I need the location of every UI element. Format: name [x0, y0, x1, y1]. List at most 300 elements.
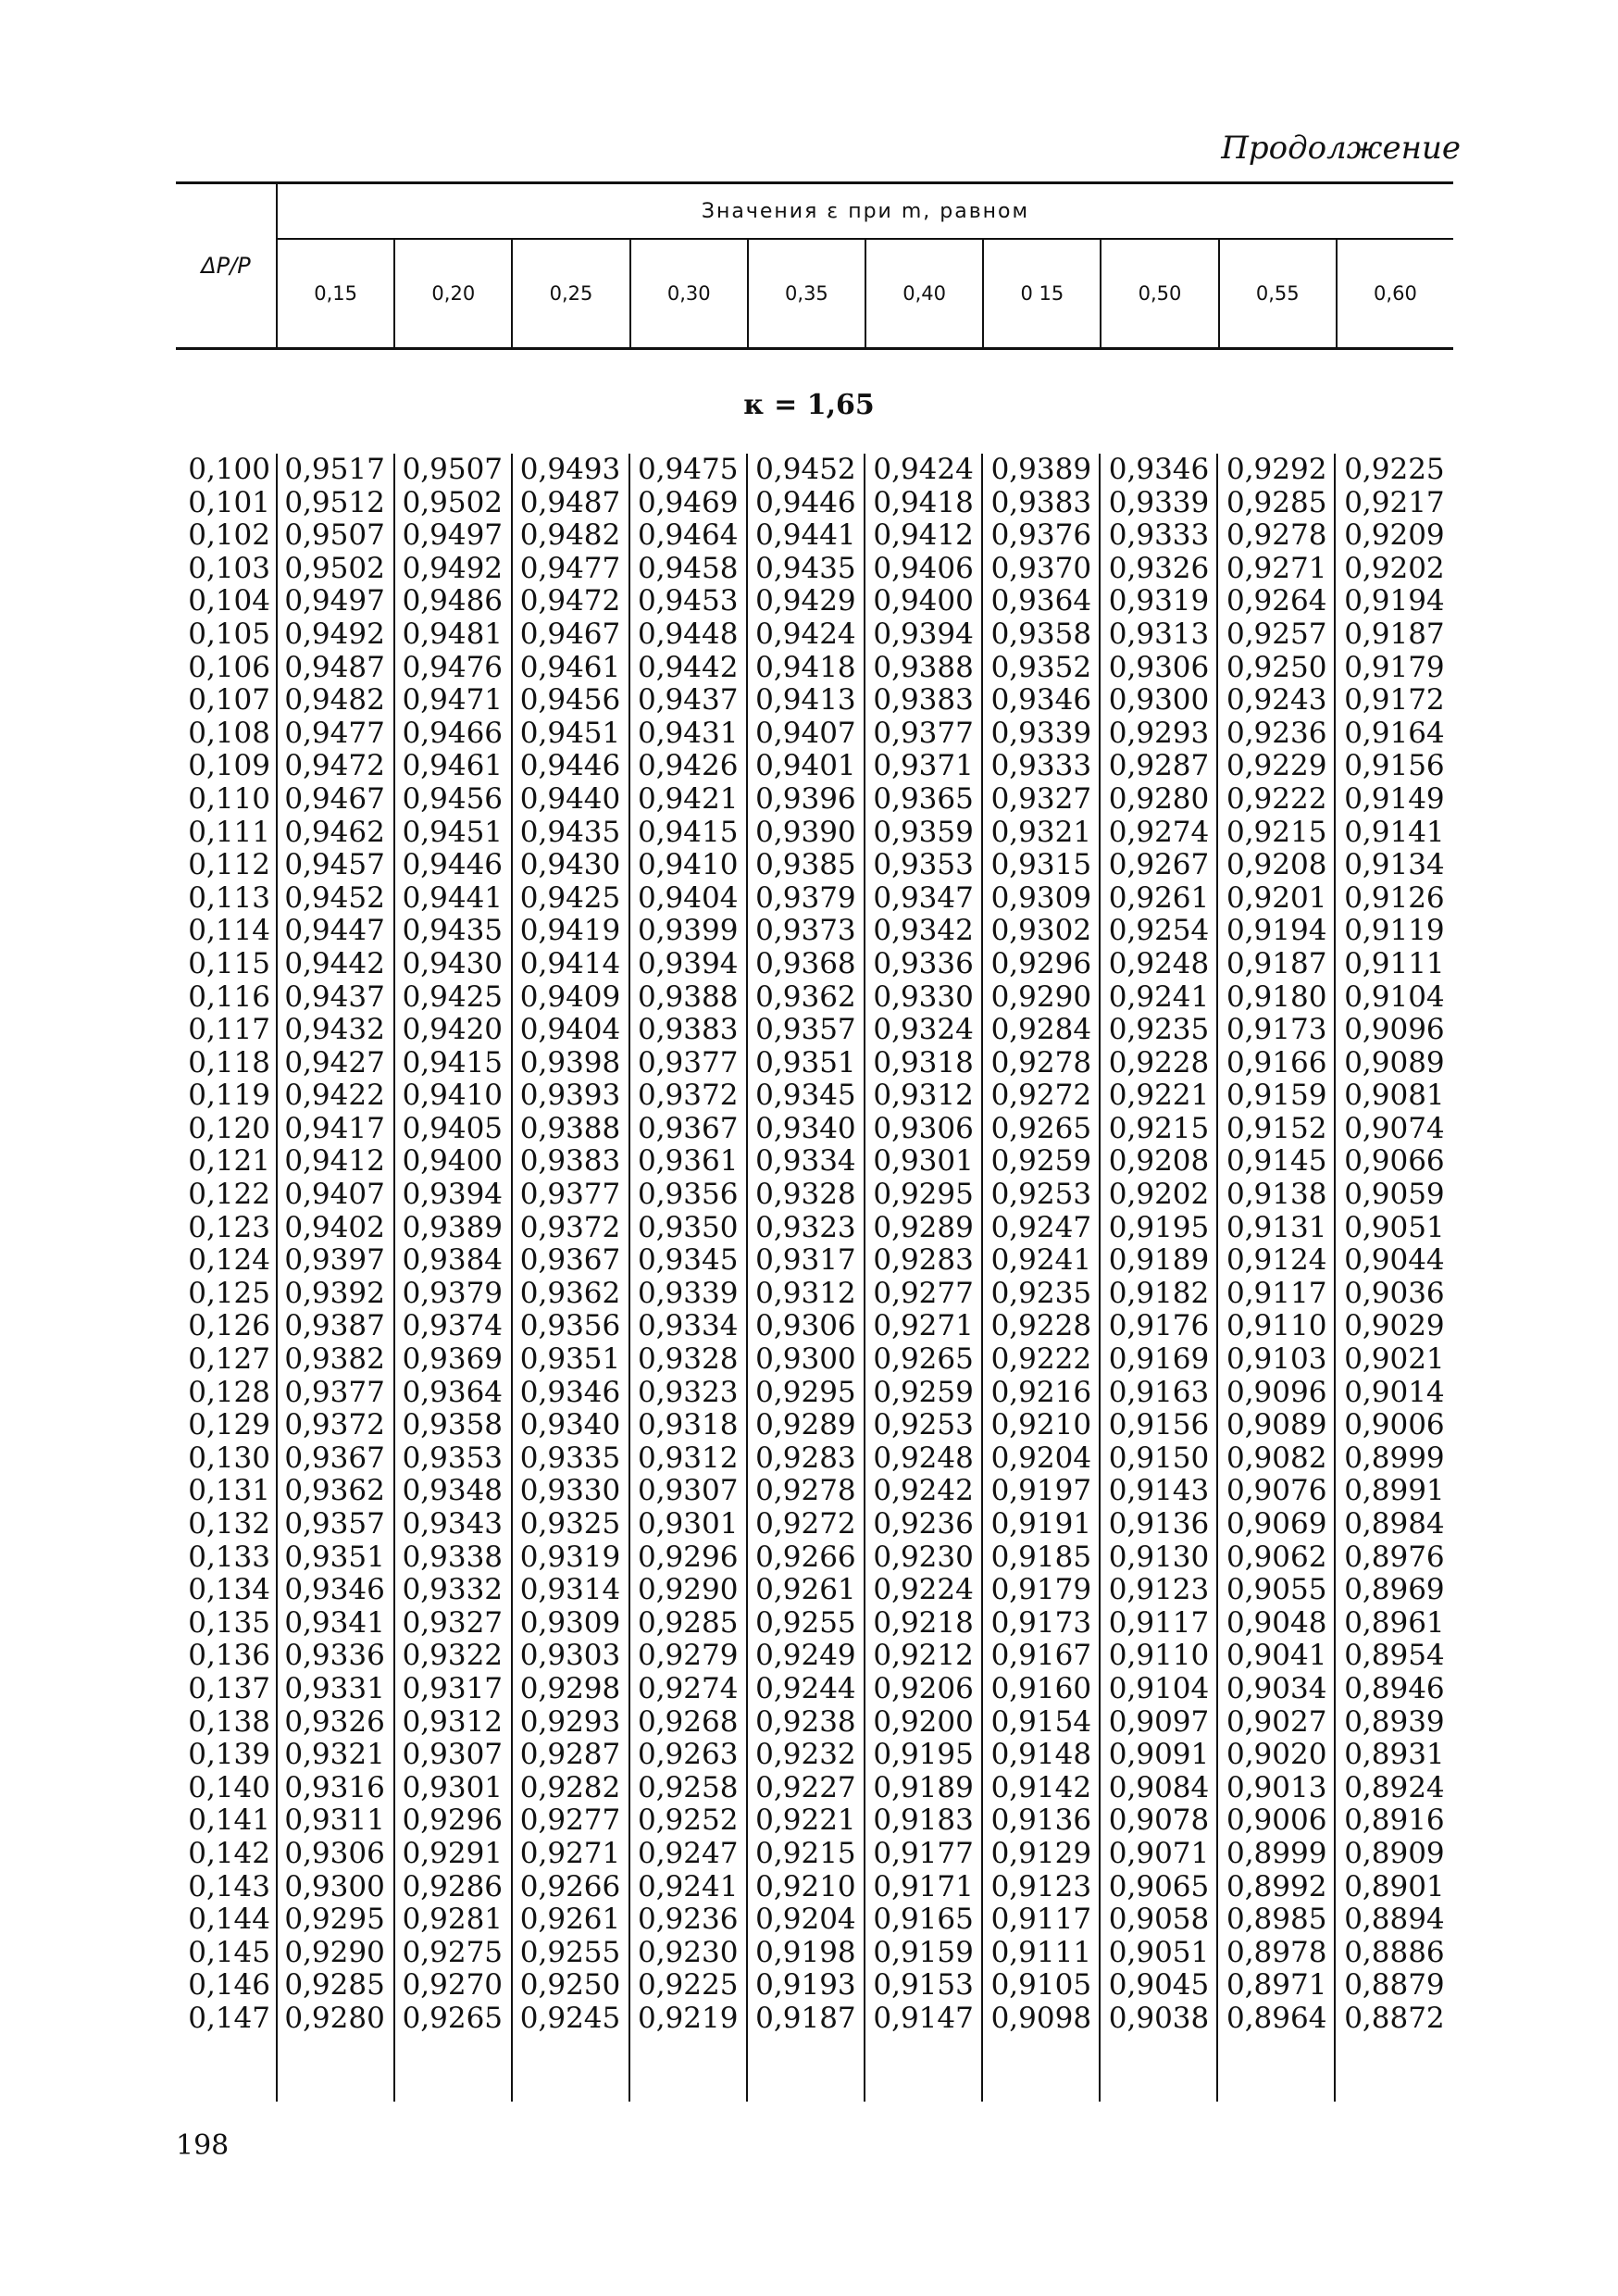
table-cell: 0,9362: [519, 1276, 621, 1310]
table-cell: 0,9280: [1108, 781, 1210, 816]
table-cell: 0,9326: [284, 1704, 385, 1739]
row-key: 0,144: [188, 1903, 270, 1937]
table-cell: 0,9469: [637, 485, 739, 519]
row-key: 0,130: [188, 1441, 270, 1475]
table-cell: 0,9462: [284, 815, 385, 849]
table-cell: 0,9448: [637, 617, 739, 651]
table-cell: 0,9279: [637, 1639, 739, 1673]
table-cell: 0,9333: [1108, 518, 1210, 553]
table-cell: 0,9078: [1108, 1803, 1210, 1838]
table-row: [176, 1145, 1453, 1179]
table-cell: 0,9331: [284, 1671, 385, 1705]
table-cell: 0,9166: [1226, 1045, 1327, 1079]
table-cell: 0,9136: [1108, 1507, 1210, 1541]
table-cell: 0,9456: [519, 683, 621, 718]
table-cell: 0,9328: [637, 1342, 739, 1377]
table-cell: 0,9131: [1226, 1210, 1327, 1244]
table-cell: 0,9191: [990, 1507, 1092, 1541]
table-cell: 0,9364: [402, 1375, 504, 1409]
table-cell: 0,9314: [519, 1573, 621, 1607]
row-key: 0,145: [188, 1935, 270, 1969]
table-cell: 0,9150: [1108, 1441, 1210, 1475]
table-cell: 0,8976: [1344, 1540, 1445, 1574]
table-cell: 0,9274: [1108, 815, 1210, 849]
table-row: [176, 1871, 1453, 1904]
table-cell: 0,9277: [519, 1803, 621, 1838]
row-key: 0,127: [188, 1342, 270, 1377]
table-cell: 0,9497: [284, 584, 385, 618]
table-cell: 0,8999: [1226, 1836, 1327, 1870]
table-cell: 0,9362: [755, 980, 856, 1014]
table-cell: 0,9447: [284, 914, 385, 948]
row-key: 0,101: [188, 485, 270, 519]
table-cell: 0,9265: [990, 1111, 1092, 1145]
page-number: 198: [176, 2129, 230, 2162]
table-cell: 0,9348: [402, 1474, 504, 1508]
table-cell: 0,9048: [1226, 1605, 1327, 1640]
table-cell: 0,9134: [1344, 848, 1445, 882]
table-cell: 0,9295: [284, 1903, 385, 1937]
table-cell: 0,9163: [1108, 1375, 1210, 1409]
table-cell: 0,9457: [284, 848, 385, 882]
table-cell: 0,9013: [1226, 1770, 1327, 1804]
table-cell: 0,9394: [402, 1178, 504, 1212]
column-header: 0,35: [747, 240, 865, 347]
table-cell: 0,8872: [1344, 2001, 1445, 2035]
table-cell: 0,9325: [519, 1507, 621, 1541]
table-cell: 0,9339: [637, 1276, 739, 1310]
table-cell: 0,9210: [755, 1869, 856, 1903]
data-table: [176, 454, 1453, 2036]
table-cell: 0,9250: [519, 1968, 621, 2003]
table-cell: 0,9451: [519, 716, 621, 750]
table-cell: 0,9358: [402, 1408, 504, 1442]
table-cell: 0,9397: [284, 1243, 385, 1278]
table-cell: 0,9278: [990, 1045, 1092, 1079]
row-key: 0,126: [188, 1309, 270, 1343]
table-cell: 0,9387: [284, 1309, 385, 1343]
table-cell: 0,9497: [402, 518, 504, 553]
table-cell: 0,9429: [755, 584, 856, 618]
table-cell: 0,9274: [637, 1671, 739, 1705]
table-cell: 0,9248: [873, 1441, 974, 1475]
table-cell: 0,9365: [873, 781, 974, 816]
table-cell: 0,9221: [755, 1803, 856, 1838]
table-cell: 0,9336: [284, 1639, 385, 1673]
table-cell: 0,9394: [873, 617, 974, 651]
table-cell: 0,9295: [755, 1375, 856, 1409]
table-cell: 0,9209: [1344, 518, 1445, 553]
table-cell: 0,9111: [990, 1935, 1092, 1969]
table-row: [176, 718, 1453, 751]
table-cell: 0,9301: [873, 1144, 974, 1179]
table-cell: 0,9517: [284, 453, 385, 486]
table-cell: 0,9204: [990, 1441, 1092, 1475]
table-cell: 0,9306: [284, 1836, 385, 1870]
table-cell: 0,9435: [519, 815, 621, 849]
table-cell: 0,9400: [873, 584, 974, 618]
table-cell: 0,9492: [402, 551, 504, 585]
table-row: [176, 1079, 1453, 1113]
table-cell: 0,9173: [990, 1605, 1092, 1640]
table-row: [176, 1541, 1453, 1575]
table-cell: 0,9204: [755, 1903, 856, 1937]
table-cell: 0,9082: [1226, 1441, 1327, 1475]
table-cell: 0,9154: [990, 1704, 1092, 1739]
table-cell: 0,9512: [284, 485, 385, 519]
table-cell: 0,9372: [519, 1210, 621, 1244]
table-cell: 0,9362: [284, 1474, 385, 1508]
table-cell: 0,9201: [1226, 880, 1327, 915]
table-cell: 0,9159: [873, 1935, 974, 1969]
table-cell: 0,9222: [1226, 781, 1327, 816]
table-cell: 0,9404: [637, 880, 739, 915]
table-cell: 0,9442: [284, 946, 385, 980]
table-cell: 0,9206: [873, 1671, 974, 1705]
table-cell: 0,9055: [1226, 1573, 1327, 1607]
table-cell: 0,9315: [990, 848, 1092, 882]
table-cell: 0,9265: [873, 1342, 974, 1377]
table-cell: 0,9334: [637, 1309, 739, 1343]
table-cell: 0,9216: [990, 1375, 1092, 1409]
column-header: 0 15: [982, 240, 1100, 347]
table-row: [176, 1409, 1453, 1442]
table-cell: 0,9283: [755, 1441, 856, 1475]
table-cell: 0,9285: [284, 1968, 385, 2003]
table-cell: 0,9399: [637, 914, 739, 948]
table-cell: 0,9327: [402, 1605, 504, 1640]
row-key: 0,141: [188, 1803, 270, 1838]
table-cell: 0,9431: [637, 716, 739, 750]
table-cell: 0,9338: [402, 1540, 504, 1574]
row-label-header: ΔP/P: [176, 184, 278, 347]
table-row: [176, 1343, 1453, 1377]
table-cell: 0,9420: [402, 1013, 504, 1047]
table-cell: 0,9382: [284, 1342, 385, 1377]
table-cell: 0,9110: [1226, 1309, 1327, 1343]
table-cell: 0,9156: [1108, 1408, 1210, 1442]
table-cell: 0,9319: [1108, 584, 1210, 618]
table-cell: 0,8969: [1344, 1573, 1445, 1607]
table-cell: 0,9290: [637, 1573, 739, 1607]
table-cell: 0,9350: [637, 1210, 739, 1244]
table-cell: 0,9343: [402, 1507, 504, 1541]
column-header: 0,20: [393, 240, 511, 347]
table-cell: 0,9245: [519, 2001, 621, 2035]
table-cell: 0,9285: [1226, 485, 1327, 519]
table-cell: 0,9353: [873, 848, 974, 882]
table-cell: 0,9136: [990, 1803, 1092, 1838]
table-cell: 0,9446: [755, 485, 856, 519]
table-cell: 0,9390: [755, 815, 856, 849]
table-row: [176, 750, 1453, 783]
table-row: [176, 519, 1453, 553]
table-cell: 0,9435: [755, 551, 856, 585]
table-cell: 0,9051: [1344, 1210, 1445, 1244]
table-cell: 0,9189: [873, 1770, 974, 1804]
table-row: [176, 817, 1453, 850]
table-cell: 0,9312: [402, 1704, 504, 1739]
row-key: 0,128: [188, 1375, 270, 1409]
table-cell: 0,9278: [755, 1474, 856, 1508]
table-cell: 0,9253: [990, 1178, 1092, 1212]
column-header: 0,25: [511, 240, 629, 347]
table-cell: 0,9296: [402, 1803, 504, 1838]
table-cell: 0,9045: [1108, 1968, 1210, 2003]
table-cell: 0,9440: [519, 781, 621, 816]
table-cell: 0,9388: [519, 1111, 621, 1145]
table-cell: 0,9254: [1108, 914, 1210, 948]
table-cell: 0,9036: [1344, 1276, 1445, 1310]
table-cell: 0,9182: [1108, 1276, 1210, 1310]
row-key: 0,137: [188, 1671, 270, 1705]
table-cell: 0,9309: [519, 1605, 621, 1640]
table-row: [176, 1475, 1453, 1508]
table-cell: 0,9486: [402, 584, 504, 618]
table-cell: 0,9427: [284, 1045, 385, 1079]
table-cell: 0,9334: [755, 1144, 856, 1179]
table-cell: 0,9339: [990, 716, 1092, 750]
table-cell: 0,9298: [519, 1671, 621, 1705]
table-cell: 0,9167: [990, 1639, 1092, 1673]
table-cell: 0,9292: [1226, 453, 1327, 486]
table-cell: 0,9187: [755, 2001, 856, 2035]
table-cell: 0,9321: [284, 1738, 385, 1772]
table-cell: 0,9124: [1226, 1243, 1327, 1278]
table-cell: 0,9051: [1108, 1935, 1210, 1969]
table-cell: 0,8984: [1344, 1507, 1445, 1541]
table-cell: 0,9248: [1108, 946, 1210, 980]
table-cell: 0,9029: [1344, 1309, 1445, 1343]
table-cell: 0,9467: [519, 617, 621, 651]
table-cell: 0,9379: [402, 1276, 504, 1310]
table-cell: 0,9383: [990, 485, 1092, 519]
table-cell: 0,9265: [402, 2001, 504, 2035]
table-cell: 0,9242: [873, 1474, 974, 1508]
table-row: [176, 1804, 1453, 1838]
table-cell: 0,9414: [519, 946, 621, 980]
table-cell: 0,9044: [1344, 1243, 1445, 1278]
table-cell: 0,9342: [873, 914, 974, 948]
table-cell: 0,9322: [402, 1639, 504, 1673]
table-cell: 0,9180: [1226, 980, 1327, 1014]
row-key: 0,102: [188, 518, 270, 553]
table-cell: 0,9058: [1108, 1903, 1210, 1937]
table-cell: 0,9197: [990, 1474, 1092, 1508]
table-cell: 0,9368: [755, 946, 856, 980]
table-cell: 0,9321: [990, 815, 1092, 849]
table-cell: 0,9346: [1108, 453, 1210, 486]
table-cell: 0,9138: [1226, 1178, 1327, 1212]
table-cell: 0,9153: [873, 1968, 974, 2003]
table-cell: 0,9361: [637, 1144, 739, 1179]
table-cell: 0,9255: [519, 1935, 621, 1969]
table-cell: 0,9435: [402, 914, 504, 948]
table-cell: 0,9452: [284, 880, 385, 915]
table-cell: 0,9271: [873, 1309, 974, 1343]
table-cell: 0,8924: [1344, 1770, 1445, 1804]
table-cell: 0,9117: [990, 1903, 1092, 1937]
table-cell: 0,9340: [519, 1408, 621, 1442]
table-cell: 0,9461: [519, 650, 621, 684]
table-cell: 0,9266: [519, 1869, 621, 1903]
row-key: 0,134: [188, 1573, 270, 1607]
table-cell: 0,9230: [873, 1540, 974, 1574]
table-row: [176, 553, 1453, 586]
table-cell: 0,9379: [755, 880, 856, 915]
table-cell: 0,9243: [1226, 683, 1327, 718]
table-cell: 0,9419: [519, 914, 621, 948]
table-cell: 0,9225: [637, 1968, 739, 2003]
table-cell: 0,9367: [519, 1243, 621, 1278]
kappa-label: κ = 1,65: [743, 389, 875, 421]
table-cell: 0,9394: [637, 946, 739, 980]
table-cell: 0,9259: [990, 1144, 1092, 1179]
table-row: [176, 1640, 1453, 1673]
table-cell: 0,9224: [873, 1573, 974, 1607]
table-cell: 0,9177: [873, 1836, 974, 1870]
table-cell: 0,9249: [755, 1639, 856, 1673]
table-cell: 0,8916: [1344, 1803, 1445, 1838]
table-cell: 0,9218: [873, 1605, 974, 1640]
table-cell: 0,9336: [873, 946, 974, 980]
table-cell: 0,9096: [1226, 1375, 1327, 1409]
table-cell: 0,9371: [873, 749, 974, 783]
table-cell: 0,9477: [284, 716, 385, 750]
table-cell: 0,8879: [1344, 1968, 1445, 2003]
table-cell: 0,9156: [1344, 749, 1445, 783]
table-cell: 0,8985: [1226, 1903, 1327, 1937]
table-cell: 0,9405: [402, 1111, 504, 1145]
table-cell: 0,9221: [1108, 1079, 1210, 1113]
table-cell: 0,9189: [1108, 1243, 1210, 1278]
row-key: 0,118: [188, 1045, 270, 1079]
table-cell: 0,9339: [1108, 485, 1210, 519]
table-cell: 0,9326: [1108, 551, 1210, 585]
table-cell: 0,9301: [402, 1770, 504, 1804]
table-cell: 0,9335: [519, 1441, 621, 1475]
table-cell: 0,9346: [284, 1573, 385, 1607]
table-cell: 0,9404: [519, 1013, 621, 1047]
table-cell: 0,9398: [519, 1045, 621, 1079]
table-cell: 0,9458: [637, 551, 739, 585]
table-cell: 0,9389: [402, 1210, 504, 1244]
table-cell: 0,9195: [1108, 1210, 1210, 1244]
row-key: 0,133: [188, 1540, 270, 1574]
row-key: 0,136: [188, 1639, 270, 1673]
table-cell: 0,9467: [284, 781, 385, 816]
table-cell: 0,9247: [637, 1836, 739, 1870]
table-cell: 0,9228: [1108, 1045, 1210, 1079]
table-cell: 0,9424: [873, 453, 974, 486]
table-cell: 0,9384: [402, 1243, 504, 1278]
table-cell: 0,9317: [755, 1243, 856, 1278]
table-cell: 0,9278: [1226, 518, 1327, 553]
table-cell: 0,9400: [402, 1144, 504, 1179]
table-cell: 0,9117: [1108, 1605, 1210, 1640]
table-cell: 0,9215: [1226, 815, 1327, 849]
table-row: [176, 1937, 1453, 1970]
table-cell: 0,9352: [990, 650, 1092, 684]
table-cell: 0,9171: [873, 1869, 974, 1903]
row-key: 0,120: [188, 1111, 270, 1145]
table-cell: 0,9456: [402, 781, 504, 816]
table-cell: 0,9318: [873, 1045, 974, 1079]
table-cell: 0,9244: [755, 1671, 856, 1705]
table-cell: 0,9130: [1108, 1540, 1210, 1574]
table-cell: 0,8961: [1344, 1605, 1445, 1640]
table-cell: 0,8931: [1344, 1738, 1445, 1772]
table-cell: 0,9235: [1108, 1013, 1210, 1047]
table-cell: 0,9446: [402, 848, 504, 882]
table-cell: 0,9147: [873, 2001, 974, 2035]
table-row: [176, 454, 1453, 487]
table-cell: 0,9268: [637, 1704, 739, 1739]
table-cell: 0,9066: [1344, 1144, 1445, 1179]
table-cell: 0,9402: [284, 1210, 385, 1244]
table-cell: 0,9236: [1226, 716, 1327, 750]
table-cell: 0,9287: [519, 1738, 621, 1772]
table-cell: 0,9160: [990, 1671, 1092, 1705]
table-cell: 0,9441: [402, 880, 504, 915]
table-cell: 0,9345: [637, 1243, 739, 1278]
table-cell: 0,8909: [1344, 1836, 1445, 1870]
table-cell: 0,9143: [1108, 1474, 1210, 1508]
table-cell: 0,9303: [519, 1639, 621, 1673]
table-cell: 0,9357: [755, 1013, 856, 1047]
table-cell: 0,9324: [873, 1013, 974, 1047]
table-cell: 0,9300: [284, 1869, 385, 1903]
table-cell: 0,9285: [637, 1605, 739, 1640]
column-header: 0,50: [1100, 240, 1217, 347]
table-cell: 0,9477: [519, 551, 621, 585]
table-row: [176, 1673, 1453, 1706]
table-cell: 0,9290: [284, 1935, 385, 1969]
table-cell: 0,9301: [637, 1507, 739, 1541]
table-cell: 0,9034: [1226, 1671, 1327, 1705]
table-cell: 0,9412: [284, 1144, 385, 1179]
table-cell: 0,9453: [637, 584, 739, 618]
table-cell: 0,9183: [873, 1803, 974, 1838]
table-cell: 0,9388: [637, 980, 739, 1014]
table-cell: 0,9482: [519, 518, 621, 553]
table-cell: 0,9323: [637, 1375, 739, 1409]
table-cell: 0,9313: [1108, 617, 1210, 651]
table-cell: 0,9229: [1226, 749, 1327, 783]
table-cell: 0,9345: [755, 1079, 856, 1113]
table-cell: 0,9351: [519, 1342, 621, 1377]
table-cell: 0,9388: [873, 650, 974, 684]
table-cell: 0,9286: [402, 1869, 504, 1903]
table-cell: 0,9302: [990, 914, 1092, 948]
table-cell: 0,9255: [755, 1605, 856, 1640]
table-cell: 0,9432: [284, 1013, 385, 1047]
table-cell: 0,9241: [1108, 980, 1210, 1014]
table-cell: 0,9141: [1344, 815, 1445, 849]
table-cell: 0,9195: [873, 1738, 974, 1772]
table-cell: 0,9238: [755, 1704, 856, 1739]
table-row: [176, 585, 1453, 618]
table-cell: 0,9323: [755, 1210, 856, 1244]
table-row: [176, 1574, 1453, 1607]
table-cell: 0,9123: [1108, 1573, 1210, 1607]
table-cell: 0,9327: [990, 781, 1092, 816]
table-cell: 0,9173: [1226, 1013, 1327, 1047]
table-cell: 0,8954: [1344, 1639, 1445, 1673]
table-cell: 0,9412: [873, 518, 974, 553]
table-cell: 0,9330: [873, 980, 974, 1014]
table-cell: 0,9507: [284, 518, 385, 553]
